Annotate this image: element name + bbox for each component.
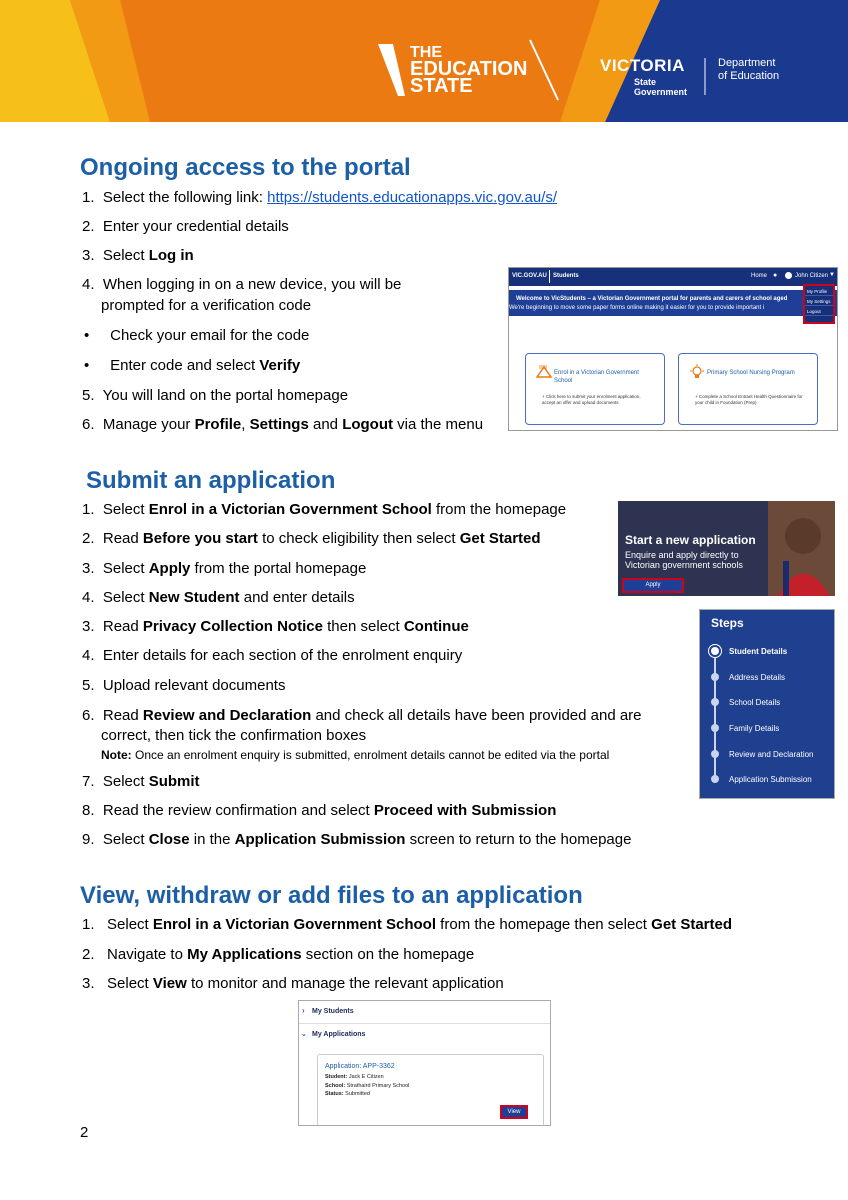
step-bold: Enrol in a Victorian Government School [148, 501, 432, 518]
section-title-view-withdraw: View, withdraw or add files to an application [80, 882, 583, 909]
application-id[interactable]: Application: APP-3362 [325, 1063, 395, 1070]
step-number: 8. [82, 802, 95, 819]
logo-state: STATE [410, 75, 473, 97]
step-text-post: to monitor and manage the relevant application [186, 975, 504, 992]
step-text: Select [102, 501, 149, 518]
step-text-mid: then select [322, 618, 404, 635]
step-number: 4. [82, 276, 95, 293]
start-subtitle [625, 550, 743, 570]
step-text: Read the review confirmation and select [102, 802, 374, 819]
step-indicator [711, 673, 719, 681]
student-value: Jack E Citizen [347, 1074, 384, 1080]
nursing-card-desc: + Complete a School Entrant Health Questionnaire for your child in Foundation (Prep) [695, 394, 803, 405]
education-state-logo [410, 44, 527, 95]
start-title: Start a new application [625, 533, 756, 547]
steps-screenshot [699, 609, 835, 799]
chevron-down-icon: ⌄ [301, 1031, 307, 1038]
step-text-post: from the homepage [431, 501, 567, 518]
profile-bold: Profile [194, 416, 242, 433]
welcome-text: Welcome to VicStudents – a Victorian Government portal for parents and carers of school aged [516, 296, 788, 302]
step-text: Navigate to [107, 946, 188, 963]
step-text: Select [107, 975, 153, 992]
step-bold-2: Get Started [459, 530, 541, 547]
step-number: 3. [82, 618, 95, 635]
step-text-mid: to check eligibility then select [257, 530, 460, 547]
step-text: Select [102, 560, 149, 577]
step-number: 1. [82, 916, 95, 933]
step-number: 4. [82, 647, 95, 664]
step-number: 4. [82, 589, 95, 606]
step-text-mid: in the [189, 831, 235, 848]
nursing-card-title: Primary School Nursing Program [707, 370, 795, 376]
step-number: 9. [82, 831, 95, 848]
portal-topbar [509, 268, 837, 286]
s2-step-8 [82, 706, 642, 726]
note-text: Once an enrolment enquiry is submitted, enrolment details cannot be edited via the portal [131, 748, 610, 762]
step-bold: Close [148, 831, 190, 848]
step-number: 2. [82, 218, 95, 235]
s1-bullet-1 [84, 326, 309, 346]
step-text: When logging in on a new device, you will be [102, 276, 402, 293]
my-applications-label: My Applications [312, 1031, 366, 1038]
s2-step-6 [82, 646, 462, 666]
step-bold: Verify [259, 357, 301, 374]
step-text-post: from the portal homepage [190, 560, 367, 577]
step-text: Upload relevant documents [102, 677, 286, 694]
my-students-label: My Students [312, 1008, 354, 1015]
step-text: Select [102, 773, 149, 790]
portal-homepage-screenshot [508, 267, 838, 431]
step-bold-2: Continue [403, 618, 469, 635]
student-row [325, 1073, 409, 1082]
s2-step-8-line2: correct, then tick the confirmation boxes [101, 727, 367, 744]
step-number: 3. [82, 560, 95, 577]
step-number: 7. [82, 773, 95, 790]
s2-step-9 [82, 772, 200, 792]
step-text: Enter details for each section of the enrolment enquiry [102, 647, 463, 664]
profile-menu [803, 284, 835, 324]
step-bold: Apply [148, 560, 191, 577]
step-text-post: section on the homepage [301, 946, 475, 963]
status-row [325, 1090, 409, 1099]
step-bold: Proceed with Submission [373, 802, 557, 819]
s1-step-4 [82, 275, 401, 295]
s2-step-5 [82, 617, 469, 637]
school-label: School: [325, 1082, 346, 1089]
topbar-divider [549, 270, 550, 283]
logo-education: EDUCATION [410, 58, 528, 80]
s2-step-2 [82, 529, 541, 549]
step-indicator [711, 775, 719, 783]
section-title-submit-application: Submit an application [86, 467, 336, 494]
steps-connector [714, 652, 716, 782]
settings-bold: Settings [249, 416, 309, 433]
enrol-card-desc: + Click here to submit your enrolment application, accept an offer and upload documents [542, 394, 641, 405]
note [101, 747, 609, 763]
step-bold-2: Application Submission [234, 831, 406, 848]
step-number: 5. [82, 677, 95, 694]
step-bold: Review and Declaration [142, 707, 312, 724]
s3-step-1 [82, 915, 732, 935]
step-text: You will land on the portal homepage [102, 387, 349, 404]
school-row [325, 1082, 409, 1091]
step-number: 1. [82, 501, 95, 518]
step-application-submission[interactable]: Application Submission [729, 775, 812, 784]
status-label: Status: [325, 1091, 344, 1097]
step-bold: Privacy Collection Notice [142, 618, 323, 635]
bullet: • [84, 357, 90, 374]
step-number: 6. [82, 416, 95, 433]
step-number: 1. [82, 189, 95, 206]
s1-step-2 [82, 217, 289, 237]
step-bold: My Applications [187, 946, 302, 963]
step-bold-2: Get Started [651, 916, 733, 933]
government-label: Government [634, 87, 688, 97]
bell-icon: ● [773, 272, 778, 279]
s2-step-11 [82, 830, 631, 850]
step-text-post: screen to return to the homepage [405, 831, 632, 848]
chevron-down-icon: ▼ [829, 272, 835, 278]
step-school-details[interactable]: School Details [729, 698, 781, 707]
status-value: Submitted [343, 1091, 370, 1097]
step-number: 3. [82, 247, 95, 264]
steps-title: Steps [711, 616, 744, 630]
step-bold: Enrol in a Victorian Government School [152, 916, 437, 933]
step-student-details[interactable]: Student Details [729, 647, 788, 656]
s1-step-4-line2: prompted for a verification code [101, 297, 312, 314]
student-label: Student: [325, 1074, 348, 1080]
s2-step-10 [82, 801, 556, 821]
header-banner [0, 0, 848, 122]
step-review-declaration[interactable]: Review and Declaration [729, 750, 814, 759]
note-label: Note: [101, 748, 132, 762]
step-number: 3. [82, 975, 95, 992]
s1-step-1 [82, 188, 557, 208]
step-text: Read [102, 618, 143, 635]
step-text: Select [102, 589, 149, 606]
bullet-text: Enter code and select [110, 357, 260, 374]
step-number: 2. [82, 946, 95, 963]
menu-item-logout[interactable]: Logout [805, 306, 833, 316]
portal-link[interactable]: https://students.educationapps.vic.gov.au/s/ [267, 189, 558, 206]
step-text: Manage your [102, 416, 195, 433]
my-applications-screenshot [298, 1000, 551, 1126]
step-text: Enter your credential details [102, 218, 289, 235]
school-value: Strathaird Primary School [345, 1082, 410, 1089]
app-label: Students [553, 273, 579, 279]
lightbulb-icon [689, 364, 705, 380]
s2-step-4 [82, 588, 355, 608]
s1-step-6 [82, 415, 483, 435]
application-details [325, 1073, 409, 1099]
victoria-logo: VICTORIA [600, 56, 685, 75]
logo-the: THE [410, 44, 442, 61]
page-number: 2 [80, 1124, 89, 1141]
step-address-details[interactable]: Address Details [729, 673, 786, 682]
step-indicator [711, 750, 719, 758]
s3-step-3 [82, 974, 504, 994]
nursing-card[interactable] [678, 353, 818, 425]
user-name: John Citizen [795, 273, 829, 279]
step-text-post: via the menu [393, 416, 484, 433]
welcome-band [509, 290, 837, 316]
enrol-card[interactable] [525, 353, 665, 425]
state-government-label [634, 77, 687, 97]
start-sub-line2: Victorian government schools [625, 560, 743, 570]
my-applications-row[interactable] [299, 1024, 550, 1046]
step-text: Select [102, 831, 149, 848]
step-text-post: and check all details have been provided and are [311, 707, 642, 724]
s1-bullet-2 [84, 356, 300, 376]
my-students-row[interactable] [299, 1001, 550, 1024]
step-active-indicator [711, 647, 719, 655]
bullet-text: Check your email for the code [110, 327, 310, 344]
s3-step-2 [82, 945, 474, 965]
s2-step-7 [82, 676, 285, 696]
step-number: 5. [82, 387, 95, 404]
step-indicator [711, 724, 719, 732]
menu-item-my-profile[interactable]: My Profile [805, 286, 833, 296]
s1-step-5 [82, 386, 348, 406]
logout-bold: Logout [342, 416, 393, 433]
step-bold: View [152, 975, 187, 992]
step-text: Select the following link: [102, 189, 268, 206]
view-button[interactable]: View [500, 1105, 528, 1119]
s2-step-3 [82, 559, 366, 579]
step-bold: Before you start [142, 530, 258, 547]
application-card [317, 1054, 544, 1126]
step-bold: Log in [148, 247, 194, 264]
state-label: State [634, 77, 657, 87]
step-number: 6. [82, 707, 95, 724]
chevron-right-icon: › [302, 1006, 305, 1015]
separator: and [308, 416, 343, 433]
avatar-icon [785, 272, 792, 279]
step-text: Select [107, 916, 153, 933]
step-text: Read [102, 707, 143, 724]
apply-button[interactable]: Apply [622, 578, 684, 593]
start-application-screenshot [618, 501, 835, 596]
department-label [718, 57, 779, 83]
separator: , [241, 416, 250, 433]
step-text-mid: from the homepage then select [436, 916, 652, 933]
s2-step-1 [82, 500, 566, 520]
site-label: VIC.GOV.AU [512, 273, 547, 279]
step-text: Select [102, 247, 149, 264]
home-link: Home [751, 273, 768, 279]
department-line2: of Education [718, 70, 780, 82]
department-line1: Department [718, 57, 776, 69]
step-bold: Submit [148, 773, 200, 790]
step-bold: New Student [148, 589, 240, 606]
menu-item-my-settings[interactable]: My Settings [805, 296, 833, 306]
school-icon [536, 364, 552, 378]
moving-text: We're beginning to move some paper forms online making it easier for you to provide important i [509, 305, 765, 311]
s1-step-3 [82, 246, 194, 266]
section-title-ongoing-access: Ongoing access to the portal [80, 154, 411, 181]
step-text-post: and enter details [239, 589, 355, 606]
bullet: • [84, 327, 90, 344]
step-number: 2. [82, 530, 95, 547]
step-family-details[interactable]: Family Details [729, 724, 780, 733]
enrol-card-title: Enrol in a Victorian Government School [554, 370, 639, 384]
start-sub-line1: Enquire and apply directly to [625, 550, 739, 560]
step-indicator [711, 698, 719, 706]
step-text: Read [102, 530, 143, 547]
